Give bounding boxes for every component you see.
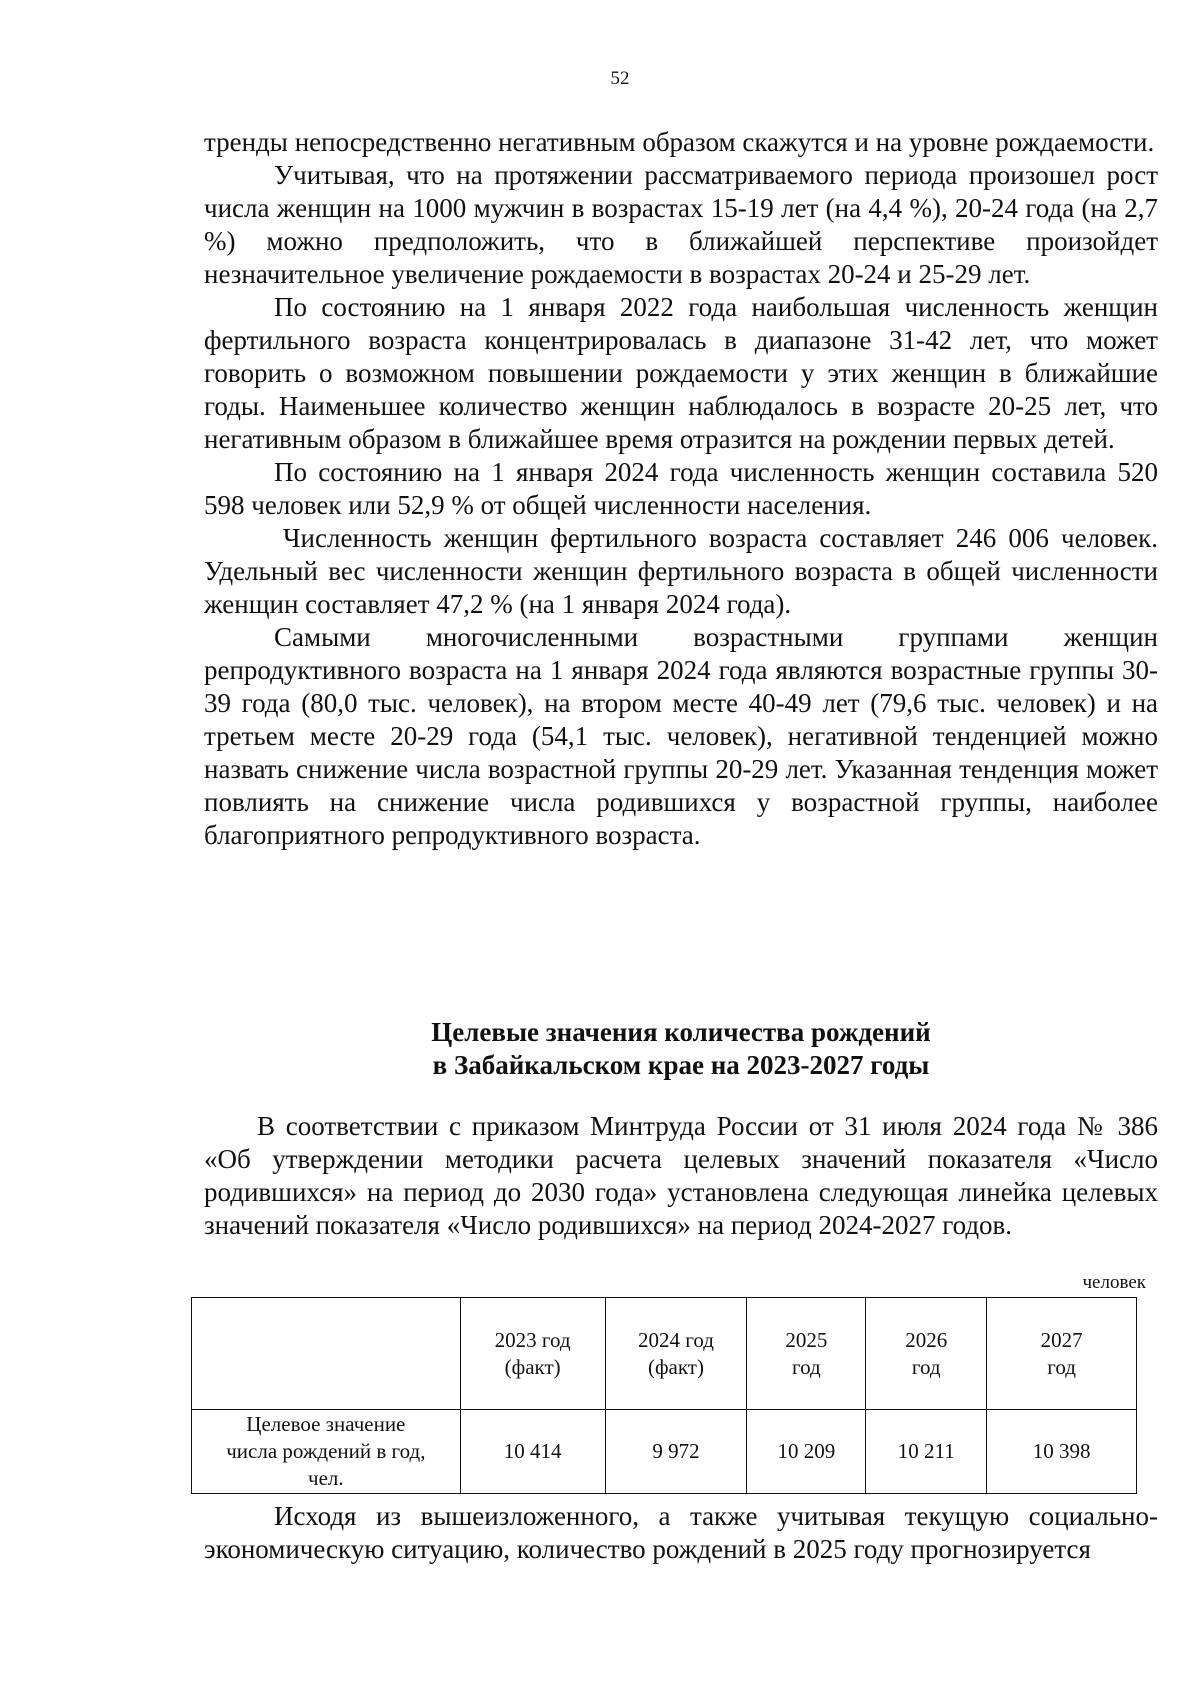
birth-targets-table bbox=[191, 1297, 1137, 1494]
table-cell: 9 972 bbox=[605, 1410, 747, 1494]
paragraph: По состоянию на 1 января 2024 года численность женщин составила 520 598 человек или 52,9 % от общей численности населения. bbox=[204, 457, 1158, 520]
heading-line: в Забайкальском крае на 2023-2027 годы bbox=[432, 1050, 930, 1080]
table-cell: 10 398 bbox=[987, 1410, 1137, 1494]
body-text-closing bbox=[204, 1500, 1158, 1566]
table-cell: 10 414 bbox=[460, 1410, 605, 1494]
body-text-section bbox=[204, 1110, 1158, 1242]
paragraph: По состоянию на 1 января 2022 года наибольшая численность женщин фертильного возраста концентрировалась в диапазоне 31-42 лет, что может говорить о возможном повышении рождаемости у этих женщин в ближайшие годы. Наименьшее количество женщин наблюдалось в возрасте 20-25 лет, что негативным образом в ближайшее время отразится на рождении первых детей. bbox=[204, 292, 1158, 454]
table-cell: 10 211 bbox=[866, 1410, 987, 1494]
table-header-cell: 2024 год (факт) bbox=[605, 1298, 747, 1410]
table-cell: 10 209 bbox=[747, 1410, 866, 1494]
table-header-cell: 2027 год bbox=[987, 1298, 1137, 1410]
table-header-cell: 2023 год (факт) bbox=[460, 1298, 605, 1410]
page-number: 52 bbox=[610, 68, 630, 89]
table-header-cell bbox=[192, 1298, 461, 1410]
table-header-cell: 2026 год bbox=[866, 1298, 987, 1410]
paragraph: Учитывая, что на протяжении рассматриваемого периода произошел рост числа женщин на 1000 мужчин в возрастах 15-19 лет (на 4,4 %), 20-24 года (на 2,7 %) можно предположить, что в ближайшей перспективе произойдет незначительное увеличение рождаемости в возрастах 20-24 и 25-29 лет. bbox=[204, 160, 1158, 289]
paragraph: Самыми многочисленными возрастными группами женщин репродуктивного возраста на 1 января 2024 года являются возрастные группы 30-39 года (80,0 тыс. человек), на втором месте 40-49 лет (79,6 тыс. человек) и на третьем месте 20-29 года (54,1 тыс. человек), негативной тенденцией можно назвать снижение числа возрастной группы 20-29 лет. Указанная тенденция может повлиять на снижение числа родившихся у возрастной группы, наиболее благоприятного репродуктивного возраста. bbox=[204, 622, 1158, 850]
paragraph: В соответствии с приказом Минтруда России от 31 июля 2024 года № 386 «Об утверждении методики расчета целевых значений показателя «Число родившихся» на период до 2030 года» установлена следующая линейка целевых значений показателя «Число родившихся» на период 2024-2027 годов. bbox=[204, 1111, 1158, 1240]
table-header-cell: 2025 год bbox=[747, 1298, 866, 1410]
table-header-row bbox=[192, 1298, 1137, 1410]
body-text bbox=[204, 126, 1158, 852]
table-row bbox=[192, 1410, 1137, 1494]
table-unit-label: человек bbox=[1082, 1272, 1146, 1293]
paragraph: тренды непосредственно негативным образом скажутся и на уровне рождаемости. bbox=[204, 127, 1155, 157]
table-row-label: Целевое значение числа рождений в год, чел. bbox=[192, 1410, 461, 1494]
section-heading bbox=[204, 1016, 1158, 1082]
paragraph: Исходя из вышеизложенного, а также учитывая текущую социально-экономическую ситуацию, количество рождений в 2025 году прогнозируется bbox=[204, 1501, 1158, 1564]
heading-line: Целевые значения количества рождений bbox=[431, 1017, 931, 1047]
paragraph: Численность женщин фертильного возраста составляет 246 006 человек. Удельный вес численности женщин фертильного возраста в общей численности женщин составляет 47,2 % (на 1 января 2024 года). bbox=[204, 523, 1158, 619]
